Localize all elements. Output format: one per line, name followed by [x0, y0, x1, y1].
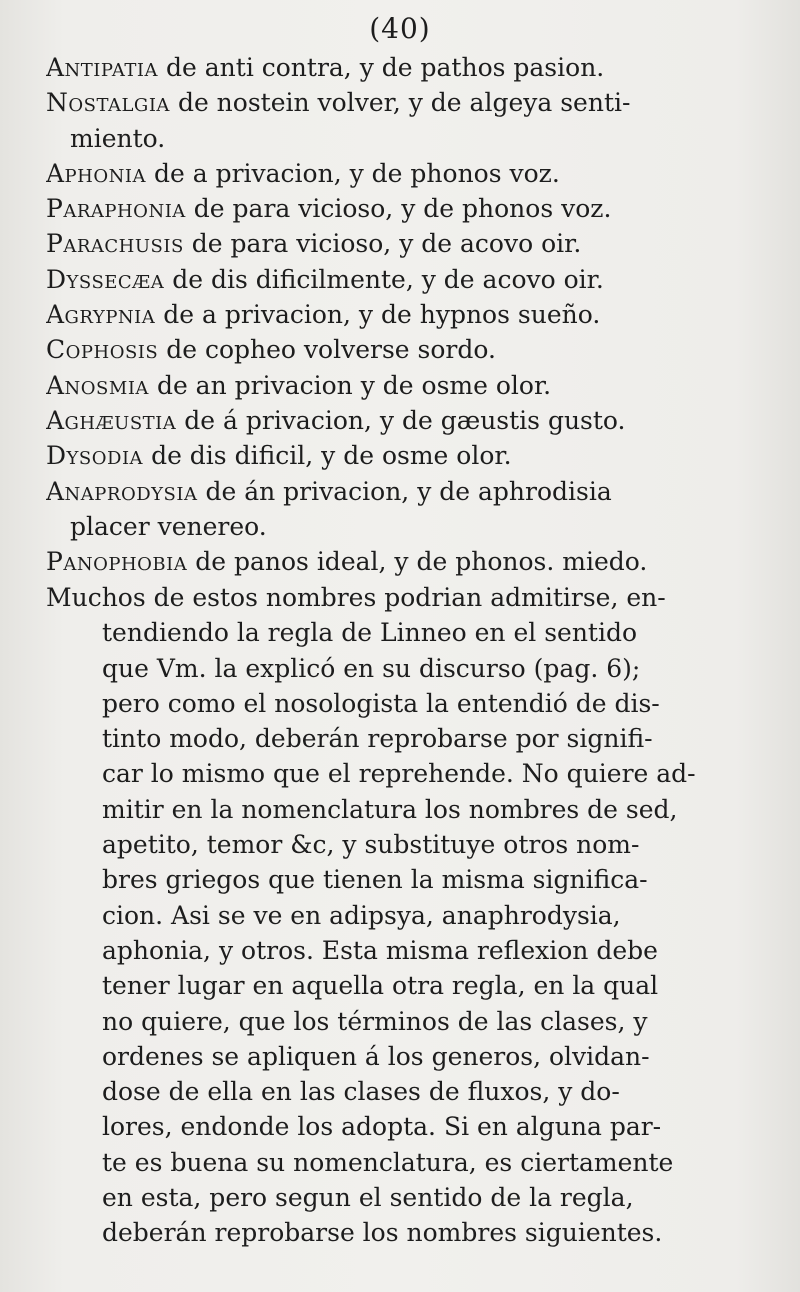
- page-number: (40): [369, 12, 431, 45]
- entry-term: Panophobia: [46, 547, 188, 577]
- entry-text: placer venereo.: [70, 511, 267, 541]
- paragraph-line: tener lugar en aquella otra regla, en la qual: [102, 971, 659, 1001]
- entry-term: Agrypnia: [46, 300, 156, 330]
- entry-term: Cophosis: [46, 335, 159, 365]
- paragraph-line: aphonia, y otros. Esta misma reflexion debe: [102, 935, 658, 965]
- entry-term: Aphonia: [46, 158, 146, 188]
- paragraph-line: lores, endonde los adopta. Si en alguna par-: [102, 1112, 662, 1142]
- paragraph-line: te es buena su nomenclatura, es ciertamente: [102, 1147, 674, 1177]
- entry-text: miento.: [70, 123, 166, 153]
- entry-term: Dyssecæa: [46, 264, 165, 294]
- paragraph-line: mitir en la nomenclatura los nombres de sed,: [102, 794, 678, 824]
- entry-line: [46, 85, 766, 120]
- etymology-list: [46, 50, 766, 579]
- entry-line: [46, 226, 766, 261]
- paragraph-line: Muchos de estos nombres podrian admitirse, en-: [46, 583, 666, 612]
- entry-line: [46, 474, 766, 509]
- entry-line: [46, 297, 766, 332]
- entry-line: [46, 191, 766, 226]
- entry-text: de a privacion, y de hypnos sueño.: [163, 300, 601, 330]
- paragraph-line: bres griegos que tienen la misma significa-: [102, 865, 648, 895]
- entry-line: [46, 121, 766, 156]
- entry-text: de panos ideal, y de phonos. miedo.: [195, 547, 648, 577]
- entry-line: [46, 332, 766, 367]
- entry-text: de dis dificil, y de osme olor.: [151, 441, 512, 471]
- entry-text: de á privacion, y de gæustis gusto.: [184, 405, 626, 435]
- entry-line: [46, 262, 766, 297]
- entry-term: Anosmia: [46, 370, 149, 400]
- paragraph-line: apetito, temor &c, y substituye otros nom-: [102, 830, 640, 860]
- entry-term: Dysodia: [46, 441, 144, 471]
- entry-term: Anaprodysia: [46, 476, 198, 506]
- entry-term: Parachusis: [46, 229, 184, 259]
- entry-line: [46, 438, 766, 473]
- entry-line: [46, 368, 766, 403]
- paragraph-line: ordenes se apliquen á los generos, olvidan-: [102, 1041, 650, 1071]
- paragraph-line: en esta, pero segun el sentido de la regla,: [102, 1183, 634, 1213]
- entry-text: de an privacion y de osme olor.: [156, 370, 552, 400]
- paragraph-line: deberán reprobarse los nombres siguientes.: [102, 1218, 663, 1248]
- entry-text: de anti contra, y de pathos pasion.: [166, 53, 605, 82]
- entry-text: de nostein volver, y de algeya senti-: [177, 88, 631, 118]
- paragraph-line: dose de ella en las clases de fluxos, y do-: [102, 1077, 620, 1107]
- paragraph-line: car lo mismo que el reprehende. No quiere ad-: [102, 759, 696, 789]
- paragraph-line: tinto modo, deberán reprobarse por signifi-: [102, 724, 653, 754]
- entry-line: [46, 509, 766, 544]
- paragraph-line: no quiere, que los términos de las clases, y: [102, 1006, 648, 1036]
- entry-line: [46, 544, 766, 579]
- entry-text: de a privacion, y de phonos voz.: [153, 158, 560, 188]
- entry-line: [46, 50, 766, 85]
- paragraph-line: tendiendo la regla de Linneo en el sentido: [102, 618, 638, 648]
- entry-line: [46, 156, 766, 191]
- entry-text: de copheo volverse sordo.: [166, 335, 496, 365]
- entry-text: de para vicioso, y de acovo oir.: [191, 229, 582, 259]
- entry-line: [46, 403, 766, 438]
- body-paragraph: [46, 580, 766, 1251]
- paragraph-line: que Vm. la explicó en su discurso (pag. 6);: [102, 653, 641, 683]
- entry-term: Antipatia: [46, 53, 159, 82]
- entry-term: Aghæustia: [46, 405, 177, 435]
- entry-text: de án privacion, y de aphrodisia: [205, 476, 612, 506]
- paragraph-line: pero como el nosologista la entendió de dis-: [102, 688, 660, 718]
- entry-text: de para vicioso, y de phonos voz.: [193, 194, 612, 224]
- entry-term: Nostalgia: [46, 88, 170, 118]
- entry-text: de dis dificilmente, y de acovo oir.: [172, 264, 604, 294]
- paragraph-line: cion. Asi se ve en adipsya, anaphrodysia,: [102, 900, 621, 930]
- entry-term: Paraphonia: [46, 194, 186, 224]
